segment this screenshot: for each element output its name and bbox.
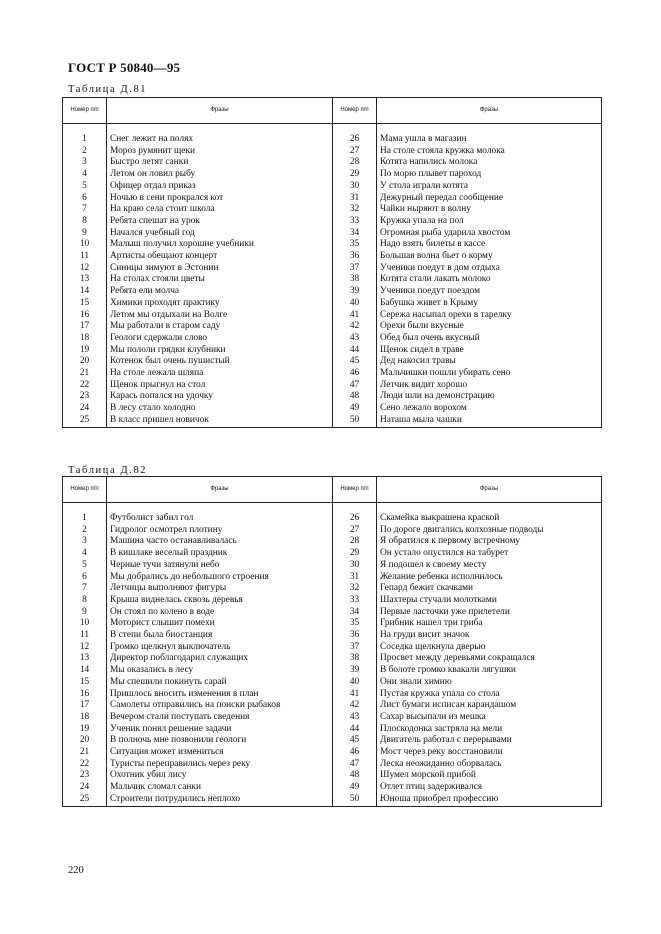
table-row bbox=[63, 700, 602, 712]
row-number: 43 bbox=[333, 333, 377, 345]
row-number: 25 bbox=[63, 794, 107, 806]
phrase-text: Ребята спешат на урок bbox=[107, 216, 333, 228]
spacer-row bbox=[63, 503, 602, 514]
row-number: 2 bbox=[63, 146, 107, 158]
row-number: 46 bbox=[333, 368, 377, 380]
row-number: 14 bbox=[63, 665, 107, 677]
table-row bbox=[63, 321, 602, 333]
row-number: 24 bbox=[63, 782, 107, 794]
row-number: 20 bbox=[63, 356, 107, 368]
phrase-text: Гидролог осмотрел плотину bbox=[107, 525, 333, 537]
document-header: ГОСТ Р 50840—95 bbox=[68, 60, 181, 75]
phrase-text: В болоте громко квакали лягушки bbox=[377, 665, 602, 677]
row-number: 50 bbox=[333, 415, 377, 427]
table-row bbox=[63, 618, 602, 630]
row-number: 7 bbox=[63, 204, 107, 216]
column-header-number: Номер п/п bbox=[63, 98, 107, 124]
phrase-text: Гепард бежит скачками bbox=[377, 583, 602, 595]
phrase-text: Он устало опустился на табурет bbox=[377, 548, 602, 560]
phrase-text: По морю плывет пароход bbox=[377, 169, 602, 181]
row-number: 29 bbox=[333, 548, 377, 560]
phrase-text: Двигатель работал с перерывами bbox=[377, 735, 602, 747]
row-number: 22 bbox=[63, 759, 107, 771]
phrase-text: Самолеты отправились на поиски рыбаков bbox=[107, 700, 333, 712]
table-row bbox=[63, 204, 602, 216]
row-number: 32 bbox=[333, 204, 377, 216]
phrase-text: Мы добрались до небольшого строения bbox=[107, 572, 333, 584]
phrase-text: Большая волна бьет о корму bbox=[377, 251, 602, 263]
phrase-text: Наташа мыла чашки bbox=[377, 415, 602, 427]
row-number: 14 bbox=[63, 286, 107, 298]
row-number: 12 bbox=[63, 263, 107, 275]
row-number: 31 bbox=[333, 572, 377, 584]
row-number: 49 bbox=[333, 782, 377, 794]
phrase-text: Синицы зимуют в Эстонии bbox=[107, 263, 333, 275]
row-number: 40 bbox=[333, 677, 377, 689]
table-row bbox=[63, 286, 602, 298]
row-number: 40 bbox=[333, 298, 377, 310]
row-number: 17 bbox=[63, 321, 107, 333]
row-number: 3 bbox=[63, 157, 107, 169]
table-row bbox=[63, 583, 602, 595]
row-number: 5 bbox=[63, 560, 107, 572]
phrase-text: Пустая кружка упала со стола bbox=[377, 689, 602, 701]
table-row bbox=[63, 239, 602, 251]
row-number: 44 bbox=[333, 345, 377, 357]
row-number: 30 bbox=[333, 181, 377, 193]
row-number: 44 bbox=[333, 724, 377, 736]
row-number: 1 bbox=[63, 513, 107, 525]
phrase-text: Лист бумаги исписан карандашом bbox=[377, 700, 602, 712]
row-number: 19 bbox=[63, 724, 107, 736]
row-number: 35 bbox=[333, 239, 377, 251]
table-row bbox=[63, 642, 602, 654]
spacer-row bbox=[63, 124, 602, 135]
phrase-text: Он стоял по колено в воде bbox=[107, 607, 333, 619]
phrase-text: У стола играли котята bbox=[377, 181, 602, 193]
phrase-text: Моторист слышит помехи bbox=[107, 618, 333, 630]
row-number: 5 bbox=[63, 181, 107, 193]
row-number: 26 bbox=[333, 513, 377, 525]
row-number: 18 bbox=[63, 333, 107, 345]
row-number: 22 bbox=[63, 380, 107, 392]
row-number: 45 bbox=[333, 735, 377, 747]
phrase-text: Первые ласточки уже прилетели bbox=[377, 607, 602, 619]
table-row bbox=[63, 310, 602, 322]
row-number: 31 bbox=[333, 193, 377, 205]
table-caption-d81: Таблица Д.81 bbox=[68, 84, 148, 95]
table-row bbox=[63, 536, 602, 548]
row-number: 29 bbox=[333, 169, 377, 181]
phrase-text: Летчицы выполняют фигуры bbox=[107, 583, 333, 595]
phrases-table-d82 bbox=[62, 476, 602, 807]
phrase-text: Бабушка живет в Крыму bbox=[377, 298, 602, 310]
phrase-text: Мы оказались в лесу bbox=[107, 665, 333, 677]
phrase-text: Ученик понял решение задачи bbox=[107, 724, 333, 736]
phrase-text: Ученики поедут поездом bbox=[377, 286, 602, 298]
column-header-phrases: Фразы bbox=[377, 477, 602, 503]
row-number: 10 bbox=[63, 239, 107, 251]
row-number: 8 bbox=[63, 216, 107, 228]
table-row bbox=[63, 513, 602, 525]
phrase-text: Карась попался на удочку bbox=[107, 391, 333, 403]
phrase-text: Желание ребенка исполнилось bbox=[377, 572, 602, 584]
row-number: 18 bbox=[63, 712, 107, 724]
phrase-text: Начался учебный год bbox=[107, 228, 333, 240]
phrase-text: Грибник нашел три гриба bbox=[377, 618, 602, 630]
row-number: 42 bbox=[333, 700, 377, 712]
phrase-text: Ночью в сени прокрался кот bbox=[107, 193, 333, 205]
phrase-text: Они знали химию bbox=[377, 677, 602, 689]
phrase-text: Щенок сидел в траве bbox=[377, 345, 602, 357]
phrase-text: В полночь мне позвонили геологи bbox=[107, 735, 333, 747]
phrase-text: По дороге двигались колхозные подводы bbox=[377, 525, 602, 537]
column-header-phrases: Фразы bbox=[377, 98, 602, 124]
phrase-text: Леска неожиданно оборвалась bbox=[377, 759, 602, 771]
phrase-text: Артисты обещают концерт bbox=[107, 251, 333, 263]
phrase-text: Строители потрудились неплохо bbox=[107, 794, 333, 806]
row-number: 12 bbox=[63, 642, 107, 654]
row-number: 11 bbox=[63, 630, 107, 642]
column-header-phrases: Фразы bbox=[107, 98, 333, 124]
phrase-text: Орехи были вкусные bbox=[377, 321, 602, 333]
column-header-phrases: Фразы bbox=[107, 477, 333, 503]
row-number: 4 bbox=[63, 548, 107, 560]
table-row bbox=[63, 251, 602, 263]
table-row bbox=[63, 157, 602, 169]
row-number: 45 bbox=[333, 356, 377, 368]
table-row bbox=[63, 525, 602, 537]
phrase-text: На столе стояла кружка молока bbox=[377, 146, 602, 158]
phrase-text: Мальчишки пошли убирать сено bbox=[377, 368, 602, 380]
row-number: 38 bbox=[333, 653, 377, 665]
phrase-text: Мы пололи грядки клубники bbox=[107, 345, 333, 357]
table-row bbox=[63, 380, 602, 392]
phrase-text: Мама ушла в магазин bbox=[377, 134, 602, 146]
phrase-text: Плоскодонка застряла на мели bbox=[377, 724, 602, 736]
row-number: 3 bbox=[63, 536, 107, 548]
table-row bbox=[63, 595, 602, 607]
phrase-text: В класс пришел новичок bbox=[107, 415, 333, 427]
phrase-text: Скамейка выкрашена краской bbox=[377, 513, 602, 525]
row-number: 16 bbox=[63, 310, 107, 322]
row-number: 37 bbox=[333, 263, 377, 275]
column-header-number: Номер п/п bbox=[63, 477, 107, 503]
phrase-text: Громко щелкнул выключатель bbox=[107, 642, 333, 654]
row-number: 11 bbox=[63, 251, 107, 263]
table-row bbox=[63, 677, 602, 689]
row-number: 21 bbox=[63, 368, 107, 380]
table-row bbox=[63, 134, 602, 146]
table-row bbox=[63, 216, 602, 228]
phrase-text: Черные тучи затянули небо bbox=[107, 560, 333, 572]
row-number: 4 bbox=[63, 169, 107, 181]
table-row bbox=[63, 193, 602, 205]
phrase-text: Туристы переправились через реку bbox=[107, 759, 333, 771]
row-number: 32 bbox=[333, 583, 377, 595]
phrase-text: Люди шли на демонстрацию bbox=[377, 391, 602, 403]
phrase-text: Юноша приобрел профессию bbox=[377, 794, 602, 806]
table-row bbox=[63, 759, 602, 771]
row-number: 16 bbox=[63, 689, 107, 701]
phrase-text: Котята напились молока bbox=[377, 157, 602, 169]
table-row bbox=[63, 735, 602, 747]
row-number: 27 bbox=[333, 525, 377, 537]
row-number: 34 bbox=[333, 228, 377, 240]
phrase-text: Малыш получил хорошие учебники bbox=[107, 239, 333, 251]
table-row bbox=[63, 724, 602, 736]
table-row bbox=[63, 298, 602, 310]
row-number: 35 bbox=[333, 618, 377, 630]
row-number: 2 bbox=[63, 525, 107, 537]
phrase-text: Мальчик сломал санки bbox=[107, 782, 333, 794]
row-number: 48 bbox=[333, 391, 377, 403]
phrase-text: Директор поблагодарил служащих bbox=[107, 653, 333, 665]
phrase-text: На краю села стоит школа bbox=[107, 204, 333, 216]
phrase-text: Дежурный передал сообщение bbox=[377, 193, 602, 205]
phrase-text: На столе лежала шляпа bbox=[107, 368, 333, 380]
phrase-text: Кружка упала на пол bbox=[377, 216, 602, 228]
phrase-text: Быстро летят санки bbox=[107, 157, 333, 169]
column-header-number: Номер п/п bbox=[333, 98, 377, 124]
phrase-text: В кишлаке веселый праздник bbox=[107, 548, 333, 560]
phrases-table-d81 bbox=[62, 97, 602, 428]
row-number: 28 bbox=[333, 157, 377, 169]
row-number: 37 bbox=[333, 642, 377, 654]
phrase-text: Просвет между деревьями сокращался bbox=[377, 653, 602, 665]
phrase-text: Ситуация может измениться bbox=[107, 747, 333, 759]
row-number: 8 bbox=[63, 595, 107, 607]
row-number: 50 bbox=[333, 794, 377, 806]
row-number: 23 bbox=[63, 391, 107, 403]
table-row bbox=[63, 274, 602, 286]
phrase-text: Надо взять билеты в кассе bbox=[377, 239, 602, 251]
row-number: 10 bbox=[63, 618, 107, 630]
phrase-text: Чайки ныряют в волну bbox=[377, 204, 602, 216]
row-number: 34 bbox=[333, 607, 377, 619]
row-number: 36 bbox=[333, 251, 377, 263]
row-number: 38 bbox=[333, 274, 377, 286]
phrase-text: Офицер отдал приказ bbox=[107, 181, 333, 193]
row-number: 20 bbox=[63, 735, 107, 747]
phrase-text: Огромная рыба ударила хвостом bbox=[377, 228, 602, 240]
table-row bbox=[63, 712, 602, 724]
row-number: 24 bbox=[63, 403, 107, 415]
phrase-text: Мост через реку восстановили bbox=[377, 747, 602, 759]
phrase-text: Летом он ловил рыбу bbox=[107, 169, 333, 181]
table-row bbox=[63, 572, 602, 584]
table-row bbox=[63, 391, 602, 403]
row-number: 33 bbox=[333, 595, 377, 607]
table-row bbox=[63, 368, 602, 380]
phrase-text: Обед был очень вкусный bbox=[377, 333, 602, 345]
table-row bbox=[63, 653, 602, 665]
phrase-text: Геологи сдержали слово bbox=[107, 333, 333, 345]
row-number: 25 bbox=[63, 415, 107, 427]
row-number: 41 bbox=[333, 689, 377, 701]
phrase-text: Мы спешили покинуть сарай bbox=[107, 677, 333, 689]
row-number: 15 bbox=[63, 298, 107, 310]
row-number: 39 bbox=[333, 286, 377, 298]
row-number: 49 bbox=[333, 403, 377, 415]
table-row bbox=[63, 607, 602, 619]
row-number: 42 bbox=[333, 321, 377, 333]
table-row bbox=[63, 415, 602, 427]
phrase-text: Мороз румянит щеки bbox=[107, 146, 333, 158]
phrase-text: Соседка щелкнула дверью bbox=[377, 642, 602, 654]
row-number: 6 bbox=[63, 572, 107, 584]
table-row bbox=[63, 356, 602, 368]
row-number: 13 bbox=[63, 653, 107, 665]
phrase-text: Летом мы отдыхали на Волге bbox=[107, 310, 333, 322]
phrase-text: Ребята ели молча bbox=[107, 286, 333, 298]
table-row bbox=[63, 665, 602, 677]
phrase-text: Химики проходят практику bbox=[107, 298, 333, 310]
table-row bbox=[63, 169, 602, 181]
phrase-text: В степи была биостанция bbox=[107, 630, 333, 642]
row-number: 28 bbox=[333, 536, 377, 548]
phrase-text: Я подошел к своему месту bbox=[377, 560, 602, 572]
phrase-text: Сено лежало ворохом bbox=[377, 403, 602, 415]
phrase-text: Отлет птиц задерживался bbox=[377, 782, 602, 794]
row-number: 48 bbox=[333, 770, 377, 782]
phrase-text: Котята стали лакать молоко bbox=[377, 274, 602, 286]
phrase-text: Ученики поедут в дом отдыха bbox=[377, 263, 602, 275]
table-row bbox=[63, 747, 602, 759]
row-number: 30 bbox=[333, 560, 377, 572]
column-header-number: Номер п/п bbox=[333, 477, 377, 503]
row-number: 26 bbox=[333, 134, 377, 146]
row-number: 21 bbox=[63, 747, 107, 759]
table-caption-d82: Таблица Д.82 bbox=[68, 465, 148, 476]
row-number: 36 bbox=[333, 630, 377, 642]
row-number: 27 bbox=[333, 146, 377, 158]
phrase-text: На груди висит значок bbox=[377, 630, 602, 642]
phrase-text: Вечером стали поступать сведения bbox=[107, 712, 333, 724]
row-number: 46 bbox=[333, 747, 377, 759]
phrase-text: В лесу стало холодно bbox=[107, 403, 333, 415]
row-number: 23 bbox=[63, 770, 107, 782]
phrase-text: Футболист забил гол bbox=[107, 513, 333, 525]
phrase-text: Летчик видит хорошо bbox=[377, 380, 602, 392]
phrase-text: Сережа насыпал орехи в тарелку bbox=[377, 310, 602, 322]
table-row bbox=[63, 770, 602, 782]
table-row bbox=[63, 263, 602, 275]
table-row bbox=[63, 345, 602, 357]
page-number: 220 bbox=[68, 865, 84, 876]
row-number: 9 bbox=[63, 228, 107, 240]
row-number: 9 bbox=[63, 607, 107, 619]
table-row bbox=[63, 689, 602, 701]
row-number: 13 bbox=[63, 274, 107, 286]
phrase-text: Сахар высыпали из мешка bbox=[377, 712, 602, 724]
phrase-text: Машина часто останавливалась bbox=[107, 536, 333, 548]
phrase-text: Крыша виднелась сквозь деревья bbox=[107, 595, 333, 607]
phrase-text: Охотник убил лису bbox=[107, 770, 333, 782]
table-row bbox=[63, 403, 602, 415]
phrase-text: Котенок был очень пушистый bbox=[107, 356, 333, 368]
row-number: 7 bbox=[63, 583, 107, 595]
phrase-text: Пришлось вносить изменения в план bbox=[107, 689, 333, 701]
phrase-text: Я обратился к первому встречному bbox=[377, 536, 602, 548]
row-number: 43 bbox=[333, 712, 377, 724]
row-number: 47 bbox=[333, 759, 377, 771]
row-number: 47 bbox=[333, 380, 377, 392]
phrase-text: Щенок прыгнул на стол bbox=[107, 380, 333, 392]
phrase-text: Шахтеры стучали молотками bbox=[377, 595, 602, 607]
table-row bbox=[63, 333, 602, 345]
row-number: 41 bbox=[333, 310, 377, 322]
row-number: 33 bbox=[333, 216, 377, 228]
row-number: 1 bbox=[63, 134, 107, 146]
table-row bbox=[63, 146, 602, 158]
table-row bbox=[63, 794, 602, 806]
table-row bbox=[63, 630, 602, 642]
phrase-text: Шумел морской прибой bbox=[377, 770, 602, 782]
table-row bbox=[63, 782, 602, 794]
phrase-text: На столах стояли цветы bbox=[107, 274, 333, 286]
table-row bbox=[63, 181, 602, 193]
row-number: 19 bbox=[63, 345, 107, 357]
row-number: 15 bbox=[63, 677, 107, 689]
row-number: 6 bbox=[63, 193, 107, 205]
row-number: 17 bbox=[63, 700, 107, 712]
phrase-text: Дед накосил травы bbox=[377, 356, 602, 368]
table-row bbox=[63, 560, 602, 572]
row-number: 39 bbox=[333, 665, 377, 677]
table-row bbox=[63, 228, 602, 240]
phrase-text: Мы работали в старом саду bbox=[107, 321, 333, 333]
table-row bbox=[63, 548, 602, 560]
phrase-text: Снег лежит на полях bbox=[107, 134, 333, 146]
